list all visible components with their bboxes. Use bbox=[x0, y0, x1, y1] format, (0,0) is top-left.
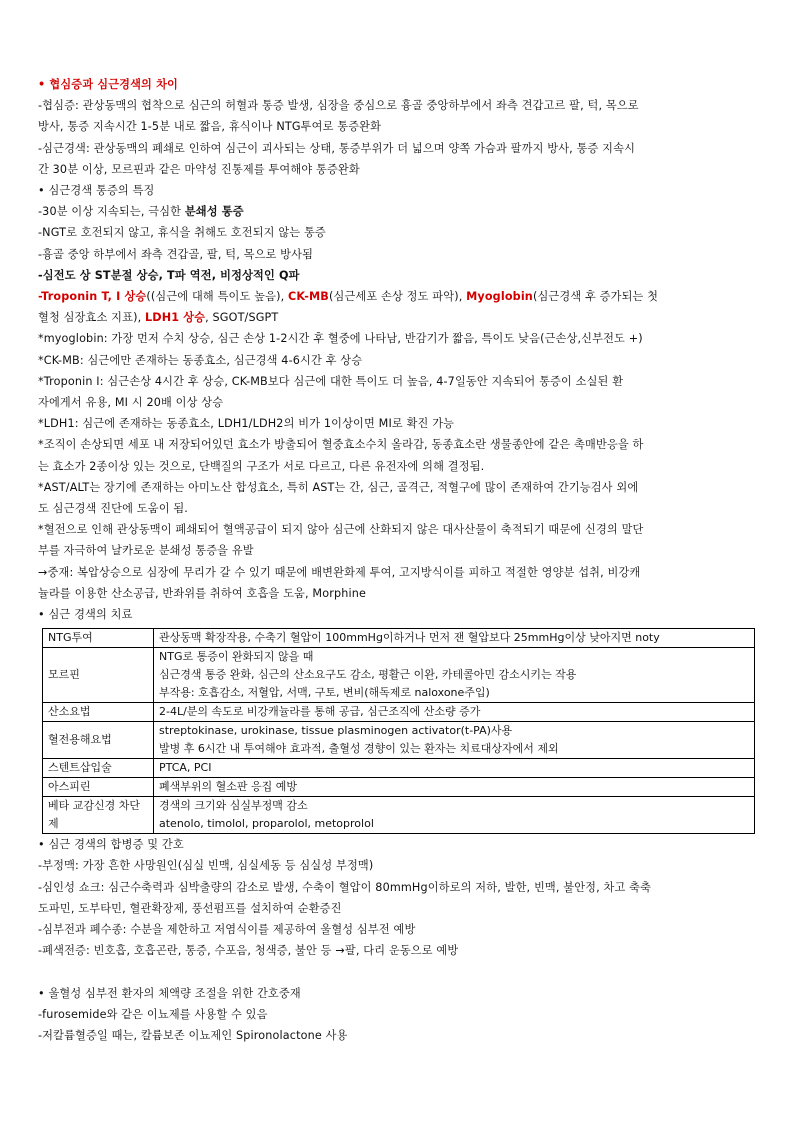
treatment-detail-cell bbox=[154, 797, 755, 834]
detail-line: streptokinase, urokinase, tissue plasminogen activator(t-PA)사용 bbox=[159, 724, 513, 738]
text-line: 도 심근경색 진단에 도움이 됨. bbox=[38, 502, 189, 516]
text-line: 도파민, 도부타민, 혈관확장제, 풍선펌프를 설치하여 순환증진 bbox=[38, 901, 342, 915]
text-span: (심근경색 후 증가되는 첫 bbox=[532, 290, 659, 304]
text-line: -협심증: 관상동맥의 협착으로 심근의 허혈과 통증 발생, 심장을 중심으로 흉골 중앙하부에서 좌측 견갑고르 팔, 턱, 목으로 bbox=[38, 99, 639, 113]
treatment-detail-cell bbox=[154, 759, 755, 778]
table-row bbox=[43, 759, 755, 778]
text-span: , SGOT/SGPT bbox=[205, 311, 279, 325]
treatment-detail-cell bbox=[154, 648, 755, 703]
detail-line: 2-4L/분의 속도로 비강캐뉼라를 통해 공급, 심근조직에 산소량 증가 bbox=[159, 705, 481, 719]
myoglobin-label: Myoglobin bbox=[466, 290, 533, 304]
document-page bbox=[38, 74, 756, 1046]
text-line: *CK-MB: 심근에만 존재하는 동종효소, 심근경색 4-6시간 후 상승 bbox=[38, 353, 363, 367]
text-line: -저칼륨혈증일 때는, 칼륨보존 이뇨제인 Spironolactone 사용 bbox=[38, 1028, 348, 1042]
table-row bbox=[43, 648, 755, 703]
table-row bbox=[43, 778, 755, 797]
detail-line: 부작용: 호흡감소, 저혈압, 서맥, 구토, 변비(해독제로 naloxone주입) bbox=[159, 686, 490, 700]
treatment-name-cell: 스텐트삽입술 bbox=[43, 759, 154, 778]
treatment-name-cell: 모르핀 bbox=[43, 648, 154, 703]
text-line: →중재: 복압상승으로 심장에 무리가 갈 수 있기 때문에 배변완화제 투여, 고지방식이를 피하고 적절한 영양분 섭취, 비강캐 bbox=[38, 565, 641, 579]
text-line: *AST/ALT는 장기에 존재하는 아미노산 합성효소, 특히 AST는 간, 심근, 골격근, 적혈구에 많이 존재하여 간기능검사 외에 bbox=[38, 480, 639, 494]
section-title-angina-vs-mi: • 협심증과 심근경색의 차이 bbox=[38, 74, 756, 95]
text-line: 자에게서 유용, MI 시 20배 이상 상승 bbox=[38, 396, 224, 410]
text-line bbox=[38, 307, 756, 328]
treatment-table bbox=[42, 628, 755, 834]
treatment-detail-cell bbox=[154, 703, 755, 722]
detail-line: 관상동맥 확장작용, 수축기 혈압이 100mmHg이하거나 먼저 잰 혈압보다 25mmHg이상 낮아지면 noty bbox=[159, 631, 660, 645]
text-span: -30분 이상 지속되는, 극심한 bbox=[38, 205, 185, 219]
section-title-mi-pain: • 심근경색 통증의 특징 bbox=[38, 180, 756, 201]
text-span: 혈청 심장효소 지표), bbox=[38, 311, 145, 325]
text-line bbox=[38, 201, 756, 222]
detail-line: atenolo, timolol, proparolol, metoprolol bbox=[159, 817, 374, 831]
text-line: *LDH1: 심근에 존재하는 동종효소, LDH1/LDH2의 비가 1이상이면 MI로 확진 가능 bbox=[38, 417, 455, 431]
text-line: *조직이 손상되면 세포 내 저장되어있던 효소가 방출되어 혈중효소수치 올라감, 동종효소란 생물종안에 같은 촉매반응을 하 bbox=[38, 438, 644, 452]
ecg-findings-line: -심전도 상 ST분절 상승, T파 역전, 비정상적인 Q파 bbox=[38, 268, 300, 282]
table-row bbox=[43, 797, 755, 834]
text-line: *myoglobin: 가장 먼저 수치 상승, 심근 손상 1-2시간 후 혈중에 나타남, 반감기가 짧음, 특이도 낮음(근손상,신부전도 +) bbox=[38, 332, 643, 346]
detail-line: NTG로 통증이 완화되지 않을 때 bbox=[159, 650, 314, 664]
treatment-detail-cell bbox=[154, 722, 755, 759]
text-line: -부정맥: 가장 흔한 사망원인(심실 빈맥, 심실세동 등 심실성 부정맥) bbox=[38, 859, 374, 873]
text-line: *혈전으로 인해 관상동맥이 폐쇄되어 혈액공급이 되지 않아 심근에 산화되지 않은 대사산물이 축적되기 때문에 신경의 말단 bbox=[38, 523, 644, 537]
table-row bbox=[43, 703, 755, 722]
section-title-mi-complications: • 심근 경색의 합병증 및 간호 bbox=[38, 834, 756, 855]
detail-line: 폐색부위의 혈소판 응집 예방 bbox=[159, 780, 298, 794]
text-line: 부를 자극하여 날카로운 분쇄성 통증을 유발 bbox=[38, 544, 254, 558]
treatment-name-cell: 혈전용해요법 bbox=[43, 722, 154, 759]
text-line bbox=[38, 286, 756, 307]
text-line: 는 효소가 2종이상 있는 것으로, 단백질의 구조가 서로 다르고, 다른 유전자에 의해 결정됨. bbox=[38, 459, 485, 473]
ldh1-label: LDH1 상승 bbox=[145, 311, 206, 325]
treatment-detail-cell bbox=[154, 629, 755, 648]
treatment-name-cell: 산소요법 bbox=[43, 703, 154, 722]
text-span: (심근세포 손상 정도 파악), bbox=[328, 290, 467, 304]
section-title-chf-fluid: • 울혈성 심부전 환자의 체액량 조절을 위한 간호중재 bbox=[38, 983, 756, 1004]
detail-line: PTCA, PCI bbox=[159, 761, 212, 775]
table-row bbox=[43, 629, 755, 648]
ckmb-label: CK-MB bbox=[288, 290, 329, 304]
treatment-name-cell: 아스피린 bbox=[43, 778, 154, 797]
text-line: -심근경색: 관상동맥의 폐쇄로 인하여 심근이 괴사되는 상태, 통증부위가 더 넓으며 양쪽 가슴과 팔까지 방사, 통증 지속시 bbox=[38, 141, 636, 155]
bold-text: 분쇄성 통증 bbox=[184, 205, 244, 219]
text-line: 간 30분 이상, 모르핀과 같은 마약성 진통제를 투여해야 통증완화 bbox=[38, 162, 360, 176]
treatment-detail-cell bbox=[154, 778, 755, 797]
troponin-label: -Troponin T, I 상승 bbox=[38, 290, 147, 304]
treatment-name-cell: 베타 교감신경 차단제 bbox=[43, 797, 154, 834]
treatment-name-cell: NTG투여 bbox=[43, 629, 154, 648]
text-span: ((심근에 대해 특이도 높음), bbox=[146, 290, 289, 304]
table-row bbox=[43, 722, 755, 759]
text-line: -흉골 중앙 하부에서 좌측 견갑골, 팔, 턱, 목으로 방사됨 bbox=[38, 247, 314, 261]
text-line: 방사, 통증 지속시간 1-5분 내로 짧음, 휴식이나 NTG투여로 통증완화 bbox=[38, 120, 382, 134]
text-line: -furosemide와 같은 이뇨제를 사용할 수 있음 bbox=[38, 1007, 268, 1021]
text-line: -폐색전증: 빈호흡, 호흡곤란, 통증, 수포음, 청색증, 불안 등 →팔, 다리 운동으로 예방 bbox=[38, 944, 459, 958]
section-title-mi-treatment: • 심근 경색의 치료 bbox=[38, 604, 756, 625]
text-line: -심인성 쇼크: 심근수축력과 심박출량의 감소로 발생, 수축이 혈압이 80mmHg이하로의 저하, 발한, 빈맥, 불안정, 차고 축축 bbox=[38, 880, 652, 894]
detail-line: 경색의 크기와 심실부정맥 감소 bbox=[159, 799, 308, 813]
text-line: -심부전과 폐수종: 수분을 제한하고 저염식이를 제공하여 울혈성 심부전 예방 bbox=[38, 923, 416, 937]
detail-line: 심근경색 통증 완화, 심근의 산소요구도 감소, 평활근 이완, 카테콜아민 감소시키는 작용 bbox=[159, 668, 577, 682]
text-line: 뉼라를 이용한 산소공급, 반좌위를 취하여 호흡을 도움, Morphine bbox=[38, 586, 366, 600]
text-line: -NGT로 호전되지 않고, 휴식을 취해도 호전되지 않는 통증 bbox=[38, 226, 326, 240]
text-line: *Troponin Ⅰ: 심근손상 4시간 후 상승, CK-MB보다 심근에 대한 특이도 더 높음, 4-7일동안 지속되어 통증이 소실된 환 bbox=[38, 374, 624, 388]
detail-line: 발병 후 6시간 내 투여해야 효과적, 출혈성 경향이 있는 환자는 치료대상자에서 제외 bbox=[159, 742, 559, 756]
